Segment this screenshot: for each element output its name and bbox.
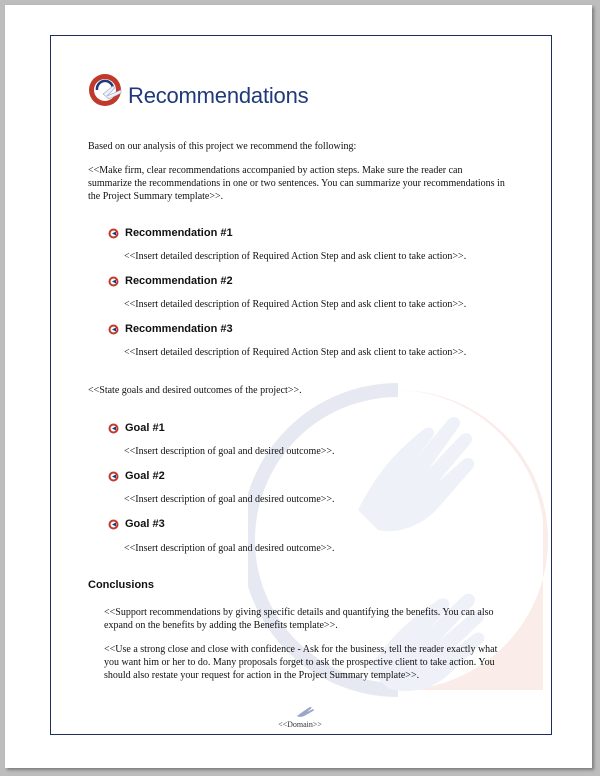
goal-item [108, 517, 165, 531]
bullet-icon [108, 324, 119, 335]
recommendation-description: <<Insert detailed description of Required Action Step and ask client to take action>>. [124, 347, 467, 358]
bullet-icon [108, 228, 119, 239]
goal-title: Goal #3 [125, 518, 165, 530]
goal-description: <<Insert description of goal and desired outcome>>. [124, 494, 335, 505]
goal-title: Goal #2 [125, 470, 165, 482]
recommendation-item [108, 274, 233, 288]
conclusions-heading: Conclusions [88, 579, 155, 591]
goal-description: <<Insert description of goal and desired outcome>>. [124, 543, 335, 554]
goal-item [108, 421, 165, 435]
goal-title: Goal #1 [125, 422, 165, 434]
footer-hand-icon [296, 706, 314, 718]
intro-text: Based on our analysis of this project we recommend the following: [88, 141, 357, 152]
bullet-icon [108, 423, 119, 434]
footer-domain: <<Domain>> [278, 720, 322, 729]
recommendation-placeholder: <<Make firm, clear recommendations accompanied by action steps. Make sure the reader can summarize the recommendations in one or two sentences. You can summarize your recommendations in the Project Summary template>>. [88, 165, 505, 202]
conclusions-support-text: <<Support recommendations by giving specific details and quantifying the benefits. You can also expand on the benefits by adding the Benefits template>>. [104, 607, 494, 631]
recommendation-item [108, 226, 233, 240]
goal-description: <<Insert description of goal and desired outcome>>. [124, 446, 335, 457]
conclusions-closing-text: <<Use a strong close and close with confidence - Ask for the business, tell the reader exactly what you want him or her to do. Many proposals forget to ask the prospective client to take action. You should also restate your request for action in the Project Summary template>>. [104, 644, 498, 681]
state-goals-text: <<State goals and desired outcomes of the project>>. [88, 385, 302, 396]
recommendation-description: <<Insert detailed description of Required Action Step and ask client to take action>>. [124, 299, 467, 310]
recommendation-title: Recommendation #1 [125, 227, 233, 239]
recommendation-title: Recommendation #3 [125, 323, 233, 335]
bullet-icon [108, 276, 119, 287]
bullet-icon [108, 519, 119, 530]
page-title: Recommendations [128, 83, 309, 108]
recommendation-item [108, 322, 233, 336]
recommendations-logo-icon [87, 72, 123, 108]
recommendation-title: Recommendation #2 [125, 275, 233, 287]
recommendation-description: <<Insert detailed description of Required Action Step and ask client to take action>>. [124, 251, 467, 262]
goal-item [108, 469, 165, 483]
bullet-icon [108, 471, 119, 482]
